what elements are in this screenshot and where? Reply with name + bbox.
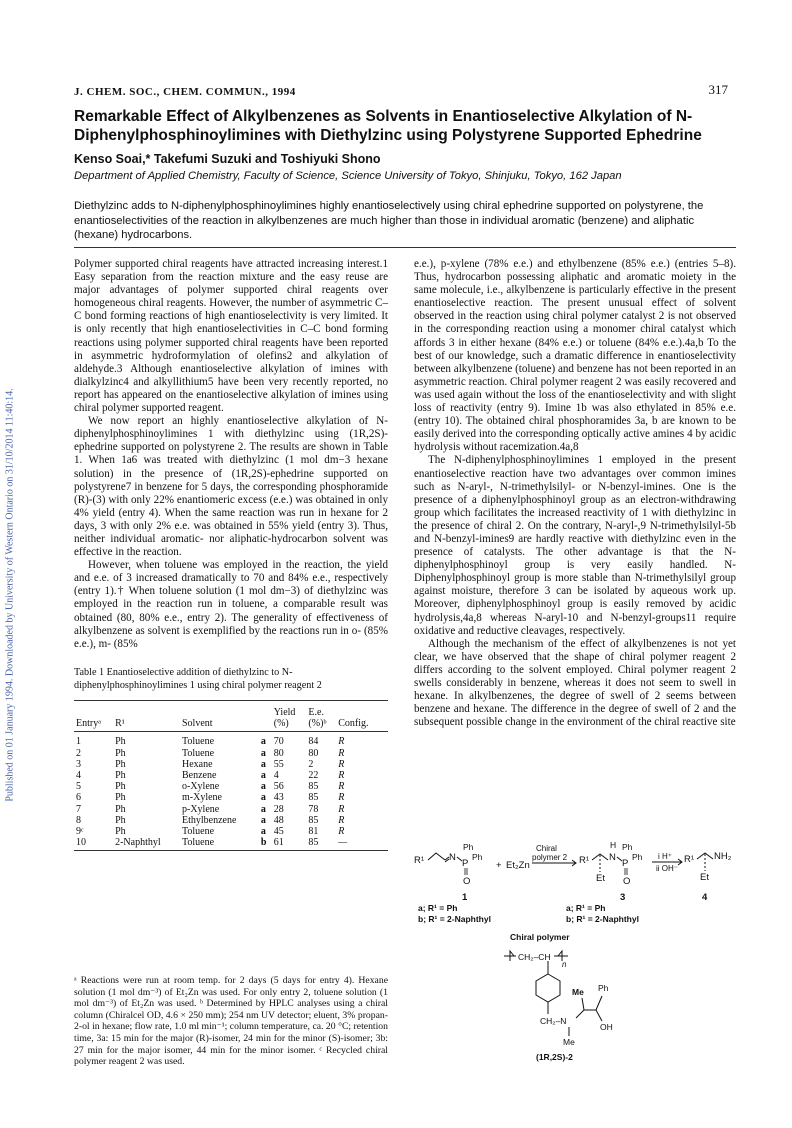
scheme-step-1: i H⁺ bbox=[658, 852, 672, 861]
table-cell-yield: 28 bbox=[273, 803, 284, 815]
table-row bbox=[74, 770, 388, 781]
table-cell-entry: 4 bbox=[76, 770, 81, 782]
paragraph: However, when toluene was employed in the reaction, the yield and e.e. of 3 increased dramatically to 70 and 84% e.e., respectively (entry 1).† When toluene solution (1 mol dm−3) of diethylzinc was employed in the reaction run in toluene, a comparable result was obtained (80, 80% e.e., entry 2). The generality of effectiveness of alkylbenzene as solvent is exemplified by the reactions run in o- (85% e.e.), m- (85% bbox=[74, 559, 388, 650]
header-config: Config. bbox=[336, 718, 382, 732]
scheme-o-product: O bbox=[623, 876, 631, 887]
scheme-et-amine: Et bbox=[700, 872, 709, 883]
polymer-label: (1R,2S)-2 bbox=[536, 1052, 573, 1062]
left-column bbox=[74, 258, 388, 651]
table-row bbox=[74, 837, 388, 851]
benzene-ring bbox=[536, 974, 560, 1002]
table-cell-entry: 7 bbox=[76, 803, 81, 815]
table-cell-ee: 85 bbox=[308, 792, 319, 804]
affiliation: Department of Applied Chemistry, Faculty of Science, Science University of Tokyo, Shinjuku, Tokyo, 162 Japan bbox=[74, 170, 622, 182]
legend-3b: b; R¹ = 2-Naphthyl bbox=[566, 914, 639, 924]
scheme-ph-right: Ph bbox=[472, 852, 483, 862]
polymer-title: Chiral polymer bbox=[510, 932, 570, 942]
table-cell-imine: a bbox=[260, 758, 266, 770]
table-footnote: ᵃ Reactions were run at room temp. for 2 days (5 days for entry 4). Hexane solution (1 mol dm⁻³) of Et₂Zn was used. For only entry 2, toluene solution (1 mol dm⁻³) of Et₂Zn was used. ᵇ Determined by HPLC analyses using a chiral column (Chiralcel OD, 4.6 × 250 mm); 254 nm UV detector; eluent, 3% propan-2-ol in hexane; flow rate, 1.0 ml min⁻¹; column temperature, ca. 20 °C; retention time, 3a: 15 min for the major (R)-isomer, 24 min for the minor (S)-isomer; 3b: 27 min for the major isomer, 44 min for the minor isomer. ᶜ Recycled chiral polymer reagent 2 was used. bbox=[74, 975, 388, 1068]
table-cell-ee: 85 bbox=[308, 814, 319, 826]
legend-3a: a; R¹ = Ph bbox=[566, 903, 606, 913]
header-ee-unit: (%)ᵇ bbox=[306, 718, 336, 732]
table-cell-config: R bbox=[338, 814, 345, 826]
table-cell-solvent: m-Xylene bbox=[181, 792, 222, 804]
table-cell-r1: Ph bbox=[115, 814, 126, 826]
scheme-me: Me bbox=[572, 987, 584, 997]
table-cell-r1: Ph bbox=[115, 792, 126, 804]
table-cell-config: R bbox=[338, 803, 345, 815]
table-cell-r1: Ph bbox=[115, 803, 126, 815]
table-cell-r1: Ph bbox=[115, 770, 126, 782]
scheme-polymer2: polymer 2 bbox=[532, 853, 568, 862]
table-cell-r1: Ph bbox=[115, 826, 126, 838]
table-cell-solvent: Toluene bbox=[181, 747, 215, 759]
paragraph: We now report an highly enantioselective alkylation of N-diphenylphosphinoylimines 1 with diethylzinc using (1R,2S)-ephedrine supported on polystyrene 2. The results are shown in Table 1. When 1a6 was treated with diethylzinc (1 mol dm−3 hexane solution) in the presence of (1R,2S)-ephedrine supported on polystyrene7 in benzene for 5 days, the corresponding phosphoramide (R)-(3) with only 22% enantiomeric excess (e.e.) was obtained in only 4% yield (entry 4). When the same reaction was run in hexane for 2 days, 3 with only 2% e.e. was obtained in 55% yield (entry 3). Thus, neither individual aromatic- nor aliphatic-hydrocarbon solvent was effective in the reaction. bbox=[74, 415, 388, 559]
paragraph: Although the mechanism of the effect of alkylbenzenes is not yet clear, we have observed that the shape of chiral polymer reagent 2 differs according to the solvent employed. Chiral polymer reagent 2 swells considerably in benzene, whereas it does not seem to swell in hexane. In alkylbenzenes, the degree of swell of 2 seems between benzene and hexane. The difference in the degree of swell of 2 and the subsequent possible change in the environment of the chiral reactive site bbox=[414, 637, 736, 729]
table-cell-imine: a bbox=[260, 781, 266, 793]
table-cell-pad bbox=[383, 815, 388, 826]
scheme-r1-amine: R¹ bbox=[684, 854, 695, 865]
table-cell-imine: a bbox=[260, 826, 266, 838]
table-cell-ee: 22 bbox=[308, 770, 319, 782]
table-cell-yield: 43 bbox=[273, 792, 284, 804]
table-cell-yield: 70 bbox=[273, 736, 284, 748]
table-cell-pad bbox=[383, 770, 388, 781]
table-cell-pad bbox=[383, 732, 388, 748]
abstract: Diethylzinc adds to N-diphenylphosphinoylimines highly enantioselectively using chiral ephedrine supported on polystyrene, the enantioselectivities of the reaction in alkylbenzenes are much higher than those in individual aromatic (benzene) and aliphatic (hexane) hydrocarbons. bbox=[74, 200, 704, 241]
table-row bbox=[74, 826, 388, 837]
table-cell-pad bbox=[383, 804, 388, 815]
table-caption: Table 1 Enantioselective addition of diethylzinc to N-diphenylphosphinoylimines 1 using chiral polymer reagent 2 bbox=[74, 667, 322, 691]
table-cell-entry: 9ᶜ bbox=[76, 826, 84, 838]
table-cell-imine: a bbox=[260, 803, 266, 815]
compound-4-label: 4 bbox=[702, 892, 708, 903]
table-cell-solvent: o-Xylene bbox=[181, 781, 220, 793]
scheme-me-n: Me bbox=[563, 1037, 575, 1047]
scheme-r1-product: R¹ bbox=[579, 855, 590, 866]
table-row bbox=[74, 732, 388, 748]
scheme-ph-chain: Ph bbox=[598, 983, 609, 993]
table-cell-entry: 1 bbox=[76, 736, 81, 748]
table-cell-yield: 80 bbox=[273, 747, 284, 759]
journal-header: J. CHEM. SOC., CHEM. COMMUN., 1994 bbox=[74, 86, 296, 98]
table-cell-config: R bbox=[338, 826, 345, 838]
table-cell-ee: 78 bbox=[308, 803, 319, 815]
table-cell-config: R bbox=[338, 770, 345, 782]
table-cell-config: R bbox=[338, 747, 345, 759]
table-cell-imine: a bbox=[260, 747, 266, 759]
scheme-p-product: P bbox=[622, 858, 629, 869]
table-cell-solvent: Toluene bbox=[181, 736, 215, 748]
table-row bbox=[74, 804, 388, 815]
table-cell-solvent: Toluene bbox=[180, 837, 259, 851]
scheme-h: H bbox=[610, 840, 617, 850]
bond bbox=[596, 996, 602, 1010]
table-cell-yield: 55 bbox=[273, 758, 284, 770]
polymer-backbone: CH₂–CH bbox=[518, 952, 551, 962]
scheme-ph-right-product: Ph bbox=[632, 852, 643, 862]
scheme-ch2n: CH₂–N bbox=[540, 1016, 567, 1026]
scheme-et: Et bbox=[596, 873, 605, 884]
header-yield: Yield bbox=[273, 707, 296, 718]
table-row bbox=[74, 781, 388, 792]
table-cell-pad bbox=[383, 837, 388, 851]
bond bbox=[582, 998, 584, 1010]
table-cell-pad bbox=[383, 792, 388, 803]
table-cell-ee: 85 bbox=[306, 837, 336, 851]
table-cell-imine: a bbox=[260, 814, 266, 826]
table-cell-entry: 8 bbox=[76, 814, 81, 826]
table-row bbox=[74, 759, 388, 770]
scheme-chiral: Chiral bbox=[536, 844, 557, 853]
compound-1-label: 1 bbox=[462, 892, 468, 903]
table-row bbox=[74, 792, 388, 803]
article-title: Remarkable Effect of Alkylbenzenes as Solvents in Enantioselective Alkylation of N-Diphenylphosphinoylimines with Diethylzinc using Polystyrene Supported Ephedrine bbox=[74, 108, 702, 144]
scheme-ph-top-product: Ph bbox=[622, 842, 633, 852]
scheme-oh: OH bbox=[600, 1022, 613, 1032]
compound-3-label: 3 bbox=[620, 892, 626, 903]
table-cell-solvent: Hexane bbox=[181, 758, 213, 770]
table-cell-imine: a bbox=[260, 770, 266, 782]
table-cell-entry: 2 bbox=[76, 747, 81, 759]
table-cell-entry: 5 bbox=[76, 781, 81, 793]
results-table bbox=[74, 700, 388, 851]
scheme-plus: + bbox=[496, 860, 502, 871]
scheme-r1: R¹ bbox=[414, 855, 425, 866]
table-cell-r1: 2-Naphthyl bbox=[113, 837, 180, 851]
scheme-step-2: ii OH⁻ bbox=[656, 864, 678, 873]
right-column bbox=[414, 258, 736, 729]
scheme-o: O bbox=[463, 876, 471, 887]
table-row bbox=[74, 748, 388, 759]
table-cell-yield: 56 bbox=[273, 781, 284, 793]
abstract-divider bbox=[74, 247, 736, 248]
header-imine bbox=[259, 718, 272, 732]
paragraph: e.e.), p-xylene (78% e.e.) and ethylbenzene (85% e.e.) (entries 5–8). Thus, hydrocarbon possessing aliphatic and aromatic moiety in the same molecule, i.e., alkylbenzene is particularly effective in the present enantioselective reaction. The present unusual effect of solvent observed in the reaction using chiral polymer catalyst 2 is not observed in the corresponding reaction using a monomer chiral catalyst which affords 3 in either hexane (84% e.e.) or toluene (84% e.e.).4a,b To the best of our knowledge, such a dramatic difference in enantioselectivity between alkylbenzene (toluene) and benzene has not been reported in an asymmetric reaction. Chiral polymer reagent 2 was easily recovered and was used again without the loss of the enantioselectivity and with slight loss of reactivity (entry 9). Imine 1b was also ethylated in 85% e.e. (entry 10). The obtained chiral phosphoramides 3a, b are known to be easily derived into the corresponding optically active amines 4 by acidic hydrolysis without racemization.4a,8 bbox=[414, 258, 736, 454]
reaction-scheme bbox=[408, 838, 738, 1128]
scheme-p: P bbox=[462, 858, 469, 869]
table-cell-pad bbox=[383, 748, 388, 759]
scheme-n: N bbox=[449, 852, 456, 863]
table-cell-ee: 2 bbox=[308, 758, 314, 770]
table-cell-solvent: Benzene bbox=[181, 770, 217, 782]
bond bbox=[596, 1010, 602, 1021]
table-cell-imine: a bbox=[260, 792, 266, 804]
scheme-ph-top: Ph bbox=[463, 842, 474, 852]
table-cell-solvent: p-Xylene bbox=[181, 803, 220, 815]
table-cell-yield: 4 bbox=[273, 770, 279, 782]
scheme-n-product: N bbox=[609, 852, 616, 863]
header-r1: R¹ bbox=[113, 718, 180, 732]
paragraph: Polymer supported chiral reagents have attracted increasing interest.1 Easy separation from the reaction mixture and the easy reuse are major advantages of polymer supported chiral reagents over homogeneous chiral reagents. However, the number of asymmetric C–C bond forming reactions of high enantioselectivity is very limited. It is only recently that high enantioselectivities in C–C bond forming reactions using polymer supported chiral reagents have been reported in asymmetric hydroformylation of olefins2 and alkylation of aldehyde.3 Although enantioselective alkylation of imines with dialkylzinc4 and alkyllithium5 have been very recently reported, no report has appeared on the enantioselective alkylation of imines using chiral polymer supported reagent. bbox=[74, 258, 388, 415]
table-cell-ee: 80 bbox=[308, 747, 319, 759]
table-cell-pad bbox=[383, 826, 388, 837]
table-cell-pad bbox=[383, 781, 388, 792]
table-cell-config: — bbox=[336, 837, 382, 851]
table-cell-config: R bbox=[338, 792, 345, 804]
table-cell-yield: 45 bbox=[273, 826, 284, 838]
table-cell-pad bbox=[383, 759, 388, 770]
table-cell-r1: Ph bbox=[115, 781, 126, 793]
table-cell-imine: b bbox=[259, 837, 272, 851]
legend-1b: b; R¹ = 2-Naphthyl bbox=[418, 914, 491, 924]
scheme-nh2: NH₂ bbox=[714, 851, 732, 862]
bond bbox=[428, 853, 445, 860]
table-cell-yield: 48 bbox=[273, 814, 284, 826]
table-cell-entry: 10 bbox=[74, 837, 113, 851]
table-cell-config: R bbox=[338, 736, 345, 748]
download-watermark bbox=[2, 210, 18, 980]
table-row bbox=[74, 815, 388, 826]
table-cell-config: R bbox=[338, 758, 345, 770]
table-cell-solvent: Toluene bbox=[181, 826, 215, 838]
header-yield-unit: (%) bbox=[272, 718, 307, 732]
polymer-n: n bbox=[562, 960, 567, 969]
table-cell-solvent: Ethylbenzene bbox=[181, 814, 237, 826]
scheme-et2zn: Et₂Zn bbox=[506, 860, 530, 871]
table-cell-ee: 84 bbox=[308, 736, 319, 748]
header-entry: Entryᵃ bbox=[74, 718, 113, 732]
header-solvent: Solvent bbox=[180, 718, 259, 732]
table-cell-r1: Ph bbox=[115, 747, 126, 759]
legend-1a: a; R¹ = Ph bbox=[418, 903, 458, 913]
table-cell-ee: 85 bbox=[308, 781, 319, 793]
table-cell-config: R bbox=[338, 781, 345, 793]
table-cell-r1: Ph bbox=[115, 758, 126, 770]
watermark-text: Published on 01 January 1994. Downloaded by University of Western Ontario on 31/10/2014 11:40:14. bbox=[4, 388, 16, 802]
bond bbox=[576, 1010, 584, 1018]
table-cell-entry: 3 bbox=[76, 758, 81, 770]
page-number: 317 bbox=[708, 82, 728, 97]
table-cell-r1: Ph bbox=[115, 736, 126, 748]
table-cell-yield: 61 bbox=[272, 837, 307, 851]
table-cell-ee: 81 bbox=[308, 826, 319, 838]
table-cell-imine: a bbox=[260, 736, 266, 748]
author-list: Kenso Soai,* Takefumi Suzuki and Toshiyuki Shono bbox=[74, 152, 381, 166]
paragraph: The N-diphenylphosphinoylimines 1 employed in the present enantioselective reaction have two advantages over common imines such as N-aryl-, N-trimethylsilyl- or N-benzyl-imines. One is the presence of a diphenylphosphinoyl group as an electron-withdrawing group which facilitates the increased reactivity of 1 with diethylzinc in the presence of chiral 2. On the contrary, N-aryl-,9 N-trimethylsilyl-5b and N-benzyl-imines9 are hardly reactive with diethylzinc even in the presence of catalysts. The other advantage is that the N-diphenylphosphinoyl group is very easily handled. N-Diphenylphosphinoyl group is more stable than N-trimethylsilyl group against moisture, therefore 3 can be isolated by aqueous work up. Moreover, diphenylphosphinoyl group is easily removed by acidic hydrolysis,4a,8 whereas N-aryl-10 and N-benzyl-groups11 require oxidative and reductive cleavages, respectively. bbox=[414, 454, 736, 637]
header-ee: E.e. bbox=[308, 707, 324, 718]
table-cell-entry: 6 bbox=[76, 792, 81, 804]
